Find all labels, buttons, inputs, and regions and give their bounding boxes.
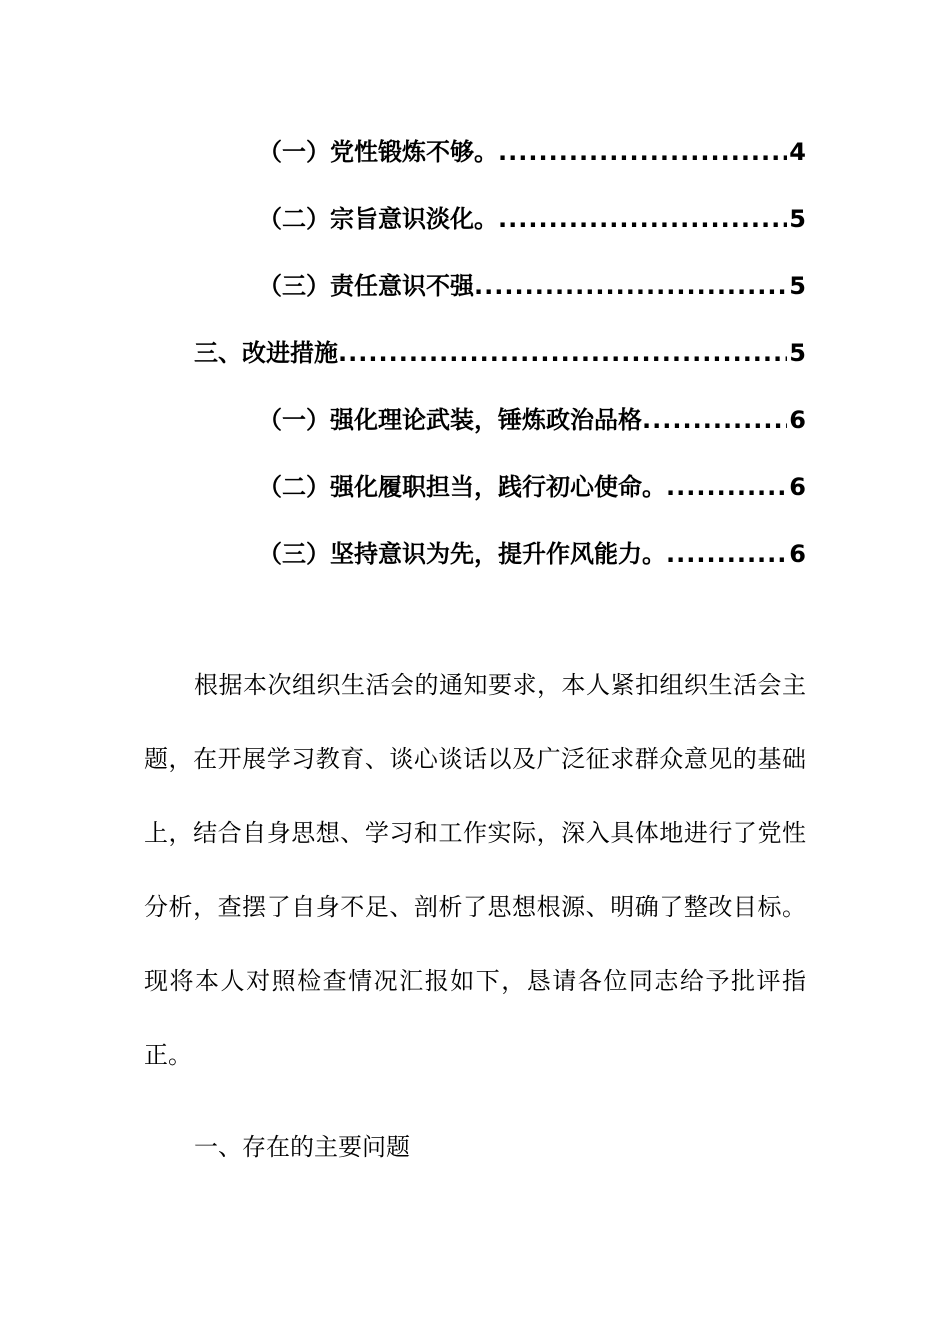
toc-entry[interactable] — [258, 538, 806, 570]
toc-entry-label: （二）宗旨意识淡化。 — [258, 205, 498, 233]
toc-entry[interactable] — [258, 203, 806, 235]
toc-entry-label: （二）强化履职担当，践行初心使命。 — [258, 473, 666, 501]
toc-entry[interactable] — [258, 471, 806, 503]
toc-leader-dots — [666, 538, 787, 570]
toc-entry[interactable] — [258, 404, 806, 436]
toc-page-number: 4 — [789, 138, 806, 166]
toc-leader-dots — [666, 471, 787, 503]
toc-entry-label: （三）坚持意识为先，提升作风能力。 — [258, 540, 666, 568]
toc-page-number: 6 — [789, 473, 806, 501]
toc-leader-dots — [498, 136, 787, 168]
toc-entry-label: （三）责任意识不强 — [258, 272, 474, 300]
toc-entry[interactable] — [258, 136, 806, 168]
toc-page-number: 6 — [789, 406, 806, 434]
toc-entry[interactable] — [194, 337, 806, 369]
toc-page-number: 5 — [789, 272, 806, 300]
toc-entry-label: （一）党性锻炼不够。 — [258, 138, 498, 166]
toc-page-number: 5 — [789, 205, 806, 233]
section-heading: 一、存在的主要问题 — [194, 1133, 410, 1161]
toc-leader-dots — [338, 337, 787, 369]
toc-entry-label: （一）强化理论武装，锤炼政治品格 — [258, 406, 642, 434]
toc-leader-dots — [474, 270, 787, 302]
toc-page-number: 5 — [789, 339, 806, 367]
toc-entry-label: 三、改进措施 — [194, 339, 338, 367]
toc-page-number: 6 — [789, 540, 806, 568]
body-paragraph: 根据本次组织生活会的通知要求，本人紧扣组织生活会主题，在开展学习教育、谈心谈话以及广泛征求群众意见的基础上，结合自身思想、学习和工作实际，深入具体地进行了党性分析，查摆了自身不足、剖析了思想根源、明确了整改目标。现将本人对照检查情况汇报如下，恳请各位同志给予批评指正。 — [144, 671, 806, 1069]
toc-entry[interactable] — [258, 270, 806, 302]
toc-leader-dots — [498, 203, 787, 235]
toc-leader-dots — [642, 404, 787, 436]
